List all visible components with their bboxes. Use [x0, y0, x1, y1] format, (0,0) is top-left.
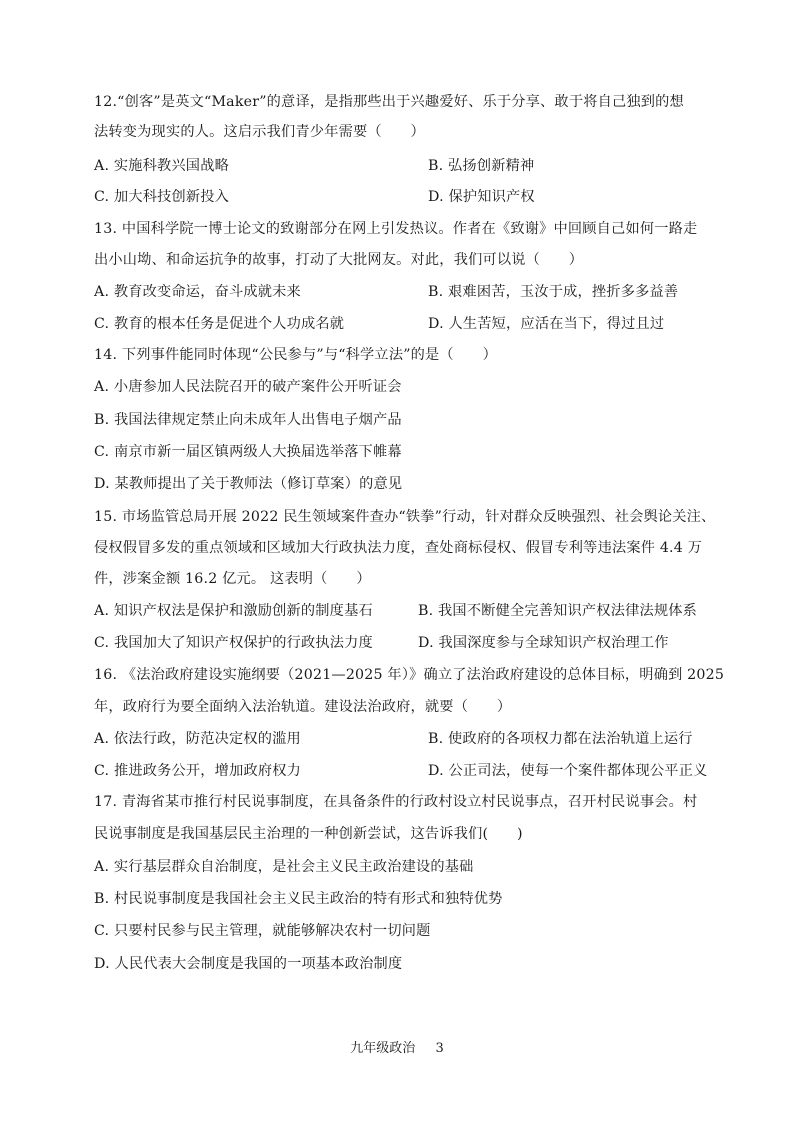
q17-option-d: D. 人民代表大会制度是我国的一项基本政治制度: [94, 956, 403, 972]
q13-stem-line2: 出小山坳、和命运抗争的故事，打动了大批网友。对此，我们可以说（ ）: [94, 252, 584, 268]
q12-option-b: B. 弘扬创新精神: [428, 158, 535, 174]
q17-option-b: B. 村民说事制度是我国社会主义民主政治的特有形式和独特优势: [94, 891, 503, 907]
q13-option-c: C. 教育的根本任务是促进个人功成名就: [94, 316, 345, 332]
q16-stem-line1: 16. 《法治政府建设实施纲要（2021—2025 年）》确立了法治政府建设的总体目标，明确到 2025: [94, 667, 725, 683]
q17-option-a: A. 实行基层群众自治制度，是社会主义民主政治建设的基础: [94, 859, 474, 875]
q17-stem-line1: 17. 青海省某市推行村民说事制度，在具备条件的行政村设立村民说事点，召开村民说事会。村: [94, 794, 698, 810]
q15-stem-line3: 件，涉案金额 16.2 亿元。 这表明（ ）: [94, 571, 371, 587]
q16-option-b: B. 使政府的各项权力都在法治轨道上运行: [428, 731, 693, 747]
q13-stem-line1: 13. 中国科学院一博士论文的致谢部分在网上引发热议。作者在《致谢》中回顾自己如何一路走: [94, 221, 698, 237]
q15-option-b: B. 我国不断健全完善知识产权法律法规体系: [418, 603, 698, 619]
q16-stem-line2: 年，政府行为要全面纳入法治轨道。建设法治政府，就要（ ）: [94, 699, 512, 715]
page-footer: [0, 1040, 794, 1058]
q15-stem-line2: 侵权假冒多发的重点领域和区域加大行政执法力度，查处商标侵权、假冒专利等违法案件 4.4 万: [94, 540, 703, 556]
q16-option-c: C. 推进政务公开，增加政府权力: [94, 763, 302, 779]
q12-option-d: D. 保护知识产权: [428, 189, 535, 205]
q12-option-a: A. 实施科教兴国战略: [94, 158, 229, 174]
footer-subject: 九年级政治: [350, 1041, 416, 1056]
q14-option-d: D. 某教师提出了关于教师法（修订草案）的意见: [94, 476, 403, 492]
q13-option-a: A. 教育改变命运，奋斗成就未来: [94, 284, 301, 300]
q15-stem-line1: 15. 市场监管总局开展 2022 民生领域案件查办“铁拳”行动，针对群众反映强烈、社会舆论关注、: [94, 509, 716, 525]
q12-stem-line2: 法转变为现实的人。这启示我们青少年需要（ ）: [94, 124, 425, 140]
q15-option-a: A. 知识产权法是保护和激励创新的制度基石: [94, 603, 373, 619]
q16-option-a: A. 依法行政，防范决定权的滥用: [94, 731, 301, 747]
q15-option-d: D. 我国深度参与全球知识产权治理工作: [418, 635, 669, 651]
q15-option-c: C. 我国加大了知识产权保护的行政执法力度: [94, 635, 373, 651]
q14-option-c: C. 南京市新一届区镇两级人大换届选举落下帷幕: [94, 444, 402, 460]
q12-option-c: C. 加大科技创新投入: [94, 189, 230, 205]
q13-option-b: B. 艰难困苦，玉汝于成，挫折多多益善: [428, 284, 679, 300]
q13-option-d: D. 人生苦短，应活在当下，得过且过: [428, 316, 665, 332]
footer-page-number: 3: [435, 1041, 444, 1056]
q14-option-a: A. 小唐参加人民法院召开的破产案件公开听证会: [94, 379, 402, 395]
q14-option-b: B. 我国法律规定禁止向未成年人出售电子烟产品: [94, 412, 402, 428]
q17-option-c: C. 只要村民参与民主管理，就能够解决农村一切问题: [94, 923, 431, 939]
q16-option-d: D. 公正司法，使每一个案件都体现公平正义: [428, 763, 708, 779]
q17-stem-line2: 民说事制度是我国基层民主治理的一种创新尝试，这告诉我们( ): [94, 826, 523, 842]
q12-stem-line1: 12.“创客”是英文“Maker”的意译，是指那些出于兴趣爱好、乐于分享、敢于将自己独到的想: [94, 94, 684, 110]
q14-stem-line1: 14. 下列事件能同时体现“公民参与”与“科学立法”的是（ ）: [94, 347, 497, 363]
